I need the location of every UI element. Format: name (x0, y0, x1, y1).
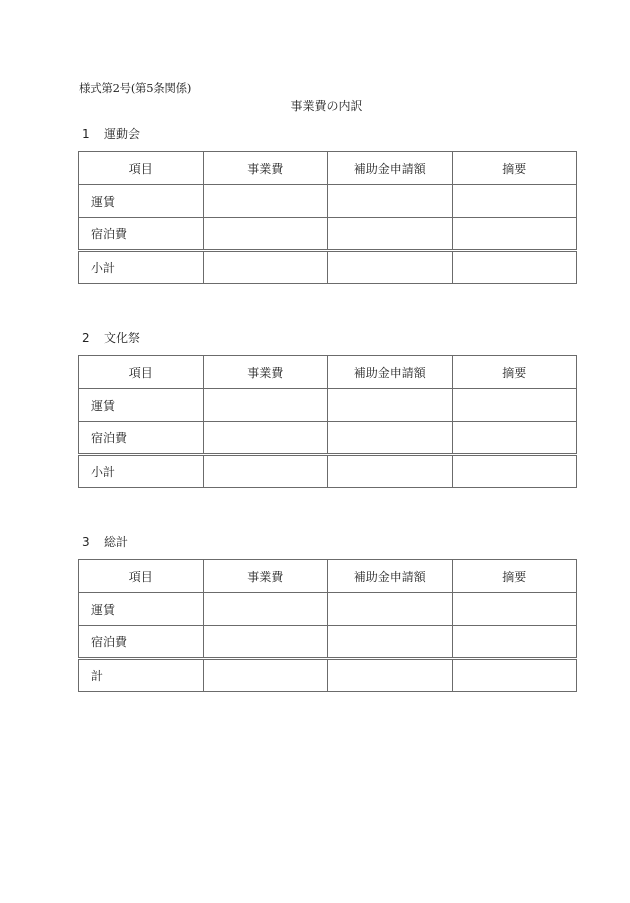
cell-subsidy-amount[interactable] (328, 422, 453, 455)
header-row (79, 560, 577, 593)
header-subsidy-amount: 補助金申請額 (328, 560, 453, 593)
cell-notes[interactable] (452, 659, 577, 692)
cell-subsidy-amount[interactable] (328, 185, 453, 218)
cell-subsidy-amount[interactable] (328, 659, 453, 692)
section-heading-1 (82, 126, 140, 142)
header-notes: 摘要 (452, 560, 577, 593)
cell-item: 宿泊費 (79, 218, 204, 251)
breakdown-table-3 (78, 559, 577, 692)
table-row (79, 389, 577, 422)
header-subsidy-amount: 補助金申請額 (328, 152, 453, 185)
table-row (79, 422, 577, 455)
header-item: 項目 (79, 152, 204, 185)
cell-project-cost[interactable] (203, 626, 328, 659)
cell-subsidy-amount[interactable] (328, 593, 453, 626)
cell-item: 運賃 (79, 185, 204, 218)
breakdown-table-2 (78, 355, 577, 488)
cell-subsidy-amount[interactable] (328, 218, 453, 251)
header-project-cost: 事業費 (203, 152, 328, 185)
section-name: 文化祭 (104, 331, 141, 345)
cell-project-cost[interactable] (203, 422, 328, 455)
header-notes: 摘要 (452, 356, 577, 389)
cell-project-cost[interactable] (203, 389, 328, 422)
section-number: 2 (82, 331, 90, 345)
section-name: 運動会 (104, 127, 141, 141)
cell-project-cost[interactable] (203, 251, 328, 284)
cell-notes[interactable] (452, 251, 577, 284)
header-row (79, 356, 577, 389)
header-subsidy-amount: 補助金申請額 (328, 356, 453, 389)
form-number: 様式第2号(第5条関係) (79, 81, 192, 95)
cell-item: 宿泊費 (79, 626, 204, 659)
cell-subsidy-amount[interactable] (328, 626, 453, 659)
section-name: 総計 (104, 535, 129, 549)
cell-project-cost[interactable] (203, 659, 328, 692)
cell-project-cost[interactable] (203, 218, 328, 251)
cell-item: 宿泊費 (79, 422, 204, 455)
table-row (79, 593, 577, 626)
cell-subsidy-amount[interactable] (328, 389, 453, 422)
cell-notes[interactable] (452, 422, 577, 455)
cell-project-cost[interactable] (203, 593, 328, 626)
document-title: 事業費の内訳 (290, 99, 363, 113)
table-row (79, 185, 577, 218)
section-number: 1 (82, 127, 90, 141)
header-notes: 摘要 (452, 152, 577, 185)
header-project-cost: 事業費 (203, 356, 328, 389)
cell-item: 運賃 (79, 389, 204, 422)
table-row (79, 218, 577, 251)
cell-item: 計 (79, 659, 204, 692)
header-item: 項目 (79, 356, 204, 389)
cell-item: 運賃 (79, 593, 204, 626)
section-heading-3 (82, 534, 128, 550)
cell-item: 小計 (79, 455, 204, 488)
cell-item: 小計 (79, 251, 204, 284)
header-project-cost: 事業費 (203, 560, 328, 593)
header-item: 項目 (79, 560, 204, 593)
grand-total-row (79, 659, 577, 692)
subtotal-row (79, 251, 577, 284)
cell-notes[interactable] (452, 593, 577, 626)
cell-notes[interactable] (452, 626, 577, 659)
cell-subsidy-amount[interactable] (328, 251, 453, 284)
subtotal-row (79, 455, 577, 488)
header-row (79, 152, 577, 185)
table-row (79, 626, 577, 659)
cell-subsidy-amount[interactable] (328, 455, 453, 488)
section-number: 3 (82, 535, 90, 549)
cell-notes[interactable] (452, 218, 577, 251)
breakdown-table-1 (78, 151, 577, 284)
cell-notes[interactable] (452, 455, 577, 488)
cell-notes[interactable] (452, 389, 577, 422)
section-heading-2 (82, 330, 140, 346)
cell-project-cost[interactable] (203, 455, 328, 488)
cell-project-cost[interactable] (203, 185, 328, 218)
cell-notes[interactable] (452, 185, 577, 218)
